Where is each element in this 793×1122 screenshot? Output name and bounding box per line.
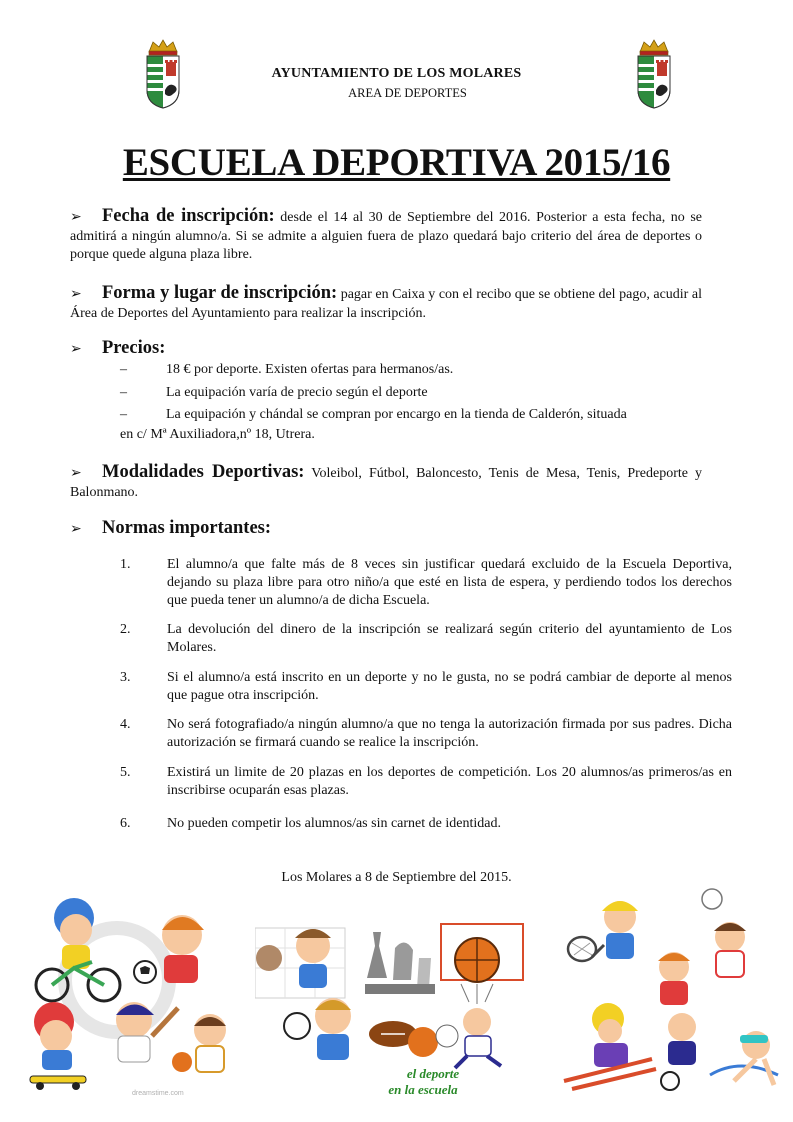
rule-text: El alumno/a que falte más de 8 veces sin justificar quedará excluido de la Escuela Deportiva, dejando su plaza libre para otro niño/a que esté en lista de espera, y perdiendo todos los derechos que pueda tener un alumno/a de dicha Escuela. bbox=[167, 557, 732, 608]
rule-number: 6. bbox=[120, 816, 131, 831]
rule-item bbox=[120, 556, 732, 610]
bullet-arrow-icon: ➢ bbox=[70, 522, 82, 537]
caption-line-1: el deporte bbox=[406, 1066, 460, 1081]
organization-name: AYUNTAMIENTO DE LOS MOLARES bbox=[271, 66, 522, 81]
section-modalidades-body: Voleibol, Fútbol, Baloncesto, Tenis de Mesa, Tenis, Predeporte y Balonmano. bbox=[70, 466, 703, 500]
rule-item bbox=[120, 716, 732, 752]
rule-number: 2. bbox=[120, 622, 131, 637]
rule-item bbox=[120, 621, 732, 657]
dash-glyph: – bbox=[120, 362, 127, 377]
bullet-arrow-icon: ➢ bbox=[70, 342, 82, 357]
bullet-arrow-icon: ➢ bbox=[70, 287, 82, 302]
kids-tennis-skiing-illustration bbox=[560, 885, 785, 1097]
rule-number: 1. bbox=[120, 557, 131, 572]
date-line: Los Molares a 8 de Septiembre del 2015. bbox=[281, 870, 512, 885]
section-precios bbox=[70, 339, 702, 360]
dash-glyph: – bbox=[120, 385, 127, 400]
rule-text: Si el alumno/a está inscrito en un deporte y no le gusta, no se podrá cambiar de deporte al menos que pague otra inscripción. bbox=[167, 670, 732, 703]
school-sports-collage-illustration bbox=[255, 918, 530, 1098]
rule-number: 5. bbox=[120, 765, 131, 780]
price-item-text: La equipación varía de precio según el deporte bbox=[166, 385, 428, 400]
price-item-text: La equipación y chándal se compran por encargo en la tienda de Calderón, situada bbox=[166, 407, 627, 422]
rule-text: No pueden competir los alumnos/as sin carnet de identidad. bbox=[167, 816, 501, 831]
section-precios-heading: Precios: bbox=[102, 338, 166, 358]
dash-glyph: – bbox=[120, 407, 127, 422]
price-item bbox=[120, 384, 700, 402]
rule-item bbox=[120, 669, 732, 705]
watermark-text: dreamstime.com bbox=[132, 1090, 184, 1097]
bullet-arrow-icon: ➢ bbox=[70, 210, 82, 225]
bullet-arrow-icon: ➢ bbox=[70, 466, 82, 481]
rule-item bbox=[120, 764, 732, 800]
section-fecha-body: desde el 14 al 30 de Septiembre del 2016. Posterior a esta fecha, no se admitirá a ningún alumno/a. Si se admite a alguien fuera de plazo quedará bajo criterio del área de deportes o porque quede alguna plaza libre. bbox=[70, 210, 703, 262]
section-modalidades bbox=[70, 463, 702, 502]
section-normas bbox=[70, 519, 702, 540]
rule-item bbox=[120, 815, 732, 833]
price-item-text: 18 € por deporte. Existen ofertas para hermanos/as. bbox=[166, 362, 454, 377]
rule-number: 3. bbox=[120, 670, 131, 685]
section-normas-heading: Normas importantes: bbox=[102, 518, 272, 538]
page-title: ESCUELA DEPORTIVA 2015/16 bbox=[122, 141, 671, 184]
section-forma bbox=[70, 284, 702, 323]
rule-text: Existirá un limite de 20 plazas en los deportes de competición. Los 20 alumnos/as primeros/as en inscribirse ocuparán esas plazas. bbox=[167, 765, 732, 798]
price-item bbox=[120, 406, 700, 424]
department-name: AREA DE DEPORTES bbox=[348, 86, 467, 100]
section-fecha-heading: Fecha de inscripción: bbox=[102, 206, 275, 226]
section-forma-body: pagar en Caixa y con el recibo que se obtiene del pago, acudir al Área de Deportes del Ayuntamiento para realizar la inscripción. bbox=[70, 287, 702, 321]
price-item bbox=[120, 361, 700, 379]
section-fecha bbox=[70, 207, 702, 265]
section-modalidades-heading: Modalidades Deportivas: bbox=[102, 462, 305, 482]
rule-text: La devolución del dinero de la inscripción se realizará según criterio del ayuntamiento de Los Molares. bbox=[167, 622, 732, 655]
kids-cycling-soccer-illustration bbox=[12, 890, 242, 1095]
rule-number: 4. bbox=[120, 717, 131, 732]
price-item-continuation: en c/ Mª Auxiliadora,nº 18, Utrera. bbox=[120, 427, 315, 442]
section-forma-heading: Forma y lugar de inscripción: bbox=[102, 283, 338, 303]
caption-line-2: en la escuela bbox=[388, 1082, 458, 1097]
rule-text: No será fotografiado/a ningún alumno/a que no tenga la autorización firmada por sus padres. Dicha autorización se firmará cuando se realice la inscripción. bbox=[167, 717, 732, 750]
